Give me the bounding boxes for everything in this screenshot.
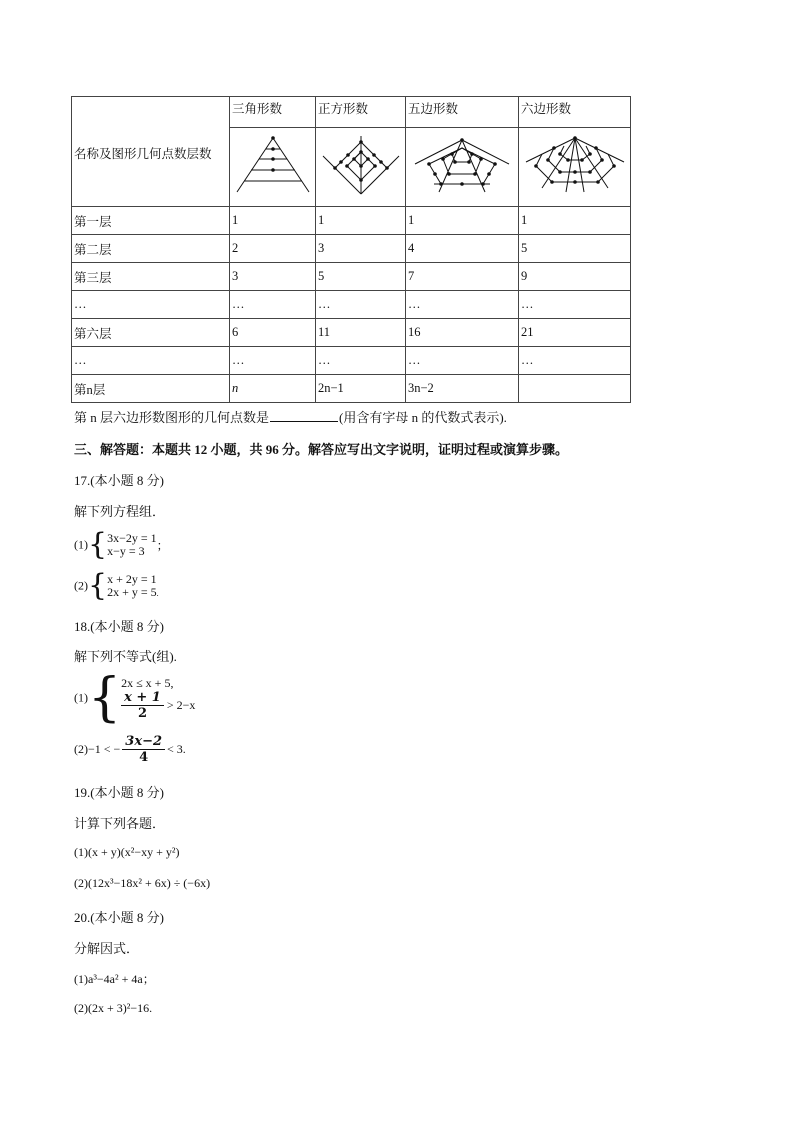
q19-part1: (1)(x + y)(x²−xy + y²) bbox=[74, 845, 180, 859]
row-label-1: 第一层 bbox=[72, 207, 230, 235]
cell: 5 bbox=[519, 235, 631, 263]
inequality: 2x ≤ x + 5, bbox=[121, 675, 174, 690]
triangle-dot-figure bbox=[230, 128, 316, 207]
question-text-post: (用含有字母 n 的代数式表示). bbox=[339, 410, 507, 425]
inequality-system bbox=[121, 676, 195, 721]
cell: 3n−2 bbox=[406, 375, 519, 403]
cell: 7 bbox=[406, 263, 519, 291]
col-header-square: 正方形数 bbox=[316, 97, 406, 128]
q17-title: 17.(本小题 8 分) bbox=[74, 473, 164, 488]
brace-icon: { bbox=[88, 668, 122, 728]
ellipsis-cell: … bbox=[230, 291, 316, 319]
table-corner-header: 名称及图形几何点数层数 bbox=[72, 97, 230, 207]
cell: 1 bbox=[406, 207, 519, 235]
q18-part1 bbox=[74, 668, 196, 728]
equation: 2x + y = 5. bbox=[107, 584, 159, 599]
section-3-heading: 三、解答题：本题共 12 小题，共 96 分。解答应写出文字说明，证明过程或演算步骤。 bbox=[74, 442, 569, 457]
square-dot-figure bbox=[316, 128, 406, 207]
q18-title: 18.(本小题 8 分) bbox=[74, 619, 164, 634]
cell: 3 bbox=[230, 263, 316, 291]
equation-system bbox=[107, 532, 157, 558]
question-text: 第 n 层六边形数图形的几何点数是 bbox=[74, 410, 270, 425]
row-label-2: 第二层 bbox=[72, 235, 230, 263]
answer-blank[interactable] bbox=[270, 408, 338, 422]
q20-part2: (2)(2x + 3)²−16. bbox=[74, 1001, 153, 1015]
denominator: 4 bbox=[139, 750, 149, 765]
q18-part2 bbox=[74, 734, 186, 765]
cell: 21 bbox=[519, 319, 631, 347]
fraction bbox=[122, 734, 165, 765]
hexagon-dot-figure bbox=[519, 128, 631, 207]
cell: 3 bbox=[316, 235, 406, 263]
part-label: (1) bbox=[74, 690, 88, 705]
cell: 11 bbox=[316, 319, 406, 347]
q19-instruction: 计算下列各题． bbox=[74, 816, 166, 831]
fraction bbox=[121, 690, 164, 721]
cell: 16 bbox=[406, 319, 519, 347]
cell: 1 bbox=[230, 207, 316, 235]
cell: 1 bbox=[519, 207, 631, 235]
col-header-pentagon: 五边形数 bbox=[406, 97, 519, 128]
question-16-tail bbox=[74, 407, 507, 426]
ellipsis-cell: … bbox=[316, 347, 406, 375]
cell: 5 bbox=[316, 263, 406, 291]
row-label-6: 第六层 bbox=[72, 319, 230, 347]
row-label-3: 第三层 bbox=[72, 263, 230, 291]
inequality-right: < 3. bbox=[167, 742, 186, 756]
pentagon-dot-figure bbox=[406, 128, 519, 207]
equation-system bbox=[107, 573, 159, 600]
ellipsis-cell: … bbox=[519, 347, 631, 375]
ellipsis-cell: … bbox=[519, 291, 631, 319]
q19-part2: (2)(12x³−18x² + 6x) ÷ (−6x) bbox=[74, 876, 211, 890]
q20-instruction: 分解因式． bbox=[74, 941, 140, 956]
polygon-number-table bbox=[71, 96, 631, 403]
brace-icon: { bbox=[88, 568, 108, 603]
q17-part1 bbox=[74, 527, 169, 562]
cell: 9 bbox=[519, 263, 631, 291]
q20-part1: (1)a³−4a² + 4a； bbox=[74, 972, 155, 986]
equation: x + 2y = 1 bbox=[107, 571, 157, 586]
q17-part2 bbox=[74, 568, 159, 603]
inequality bbox=[121, 690, 195, 721]
ellipsis-cell: … bbox=[230, 347, 316, 375]
q17-instruction: 解下列方程组． bbox=[74, 504, 166, 519]
ellipsis-cell: … bbox=[406, 347, 519, 375]
equation: 3x−2y = 1 bbox=[107, 531, 157, 545]
cell: 1 bbox=[316, 207, 406, 235]
col-header-triangle: 三角形数 bbox=[230, 97, 316, 128]
q18-instruction: 解下列不等式(组). bbox=[74, 649, 177, 664]
q20-title: 20.(本小题 8 分) bbox=[74, 910, 164, 925]
punct: ； bbox=[156, 538, 169, 553]
numerator: 3x−2 bbox=[122, 734, 165, 750]
numerator: x + 1 bbox=[121, 690, 164, 706]
cell: 4 bbox=[406, 235, 519, 263]
ellipsis-cell: … bbox=[406, 291, 519, 319]
q19-title: 19.(本小题 8 分) bbox=[74, 785, 164, 800]
part-label: (2) bbox=[74, 578, 88, 593]
row-label-n: 第n层 bbox=[72, 375, 230, 403]
inequality-rest: > 2−x bbox=[166, 697, 196, 712]
ellipsis-cell: … bbox=[72, 347, 230, 375]
answer-cell-empty bbox=[519, 375, 631, 403]
cell: 6 bbox=[230, 319, 316, 347]
part-label: (1) bbox=[74, 537, 88, 552]
ellipsis-cell: … bbox=[316, 291, 406, 319]
cell: 2n−1 bbox=[316, 375, 406, 403]
brace-icon: { bbox=[88, 527, 108, 562]
equation: x−y = 3 bbox=[107, 544, 145, 558]
col-header-hexagon: 六边形数 bbox=[519, 97, 631, 128]
denominator: 2 bbox=[137, 705, 147, 721]
ellipsis-cell: … bbox=[72, 291, 230, 319]
inequality-left: (2)−1 < − bbox=[74, 742, 121, 756]
cell: n bbox=[230, 375, 316, 403]
cell: 2 bbox=[230, 235, 316, 263]
